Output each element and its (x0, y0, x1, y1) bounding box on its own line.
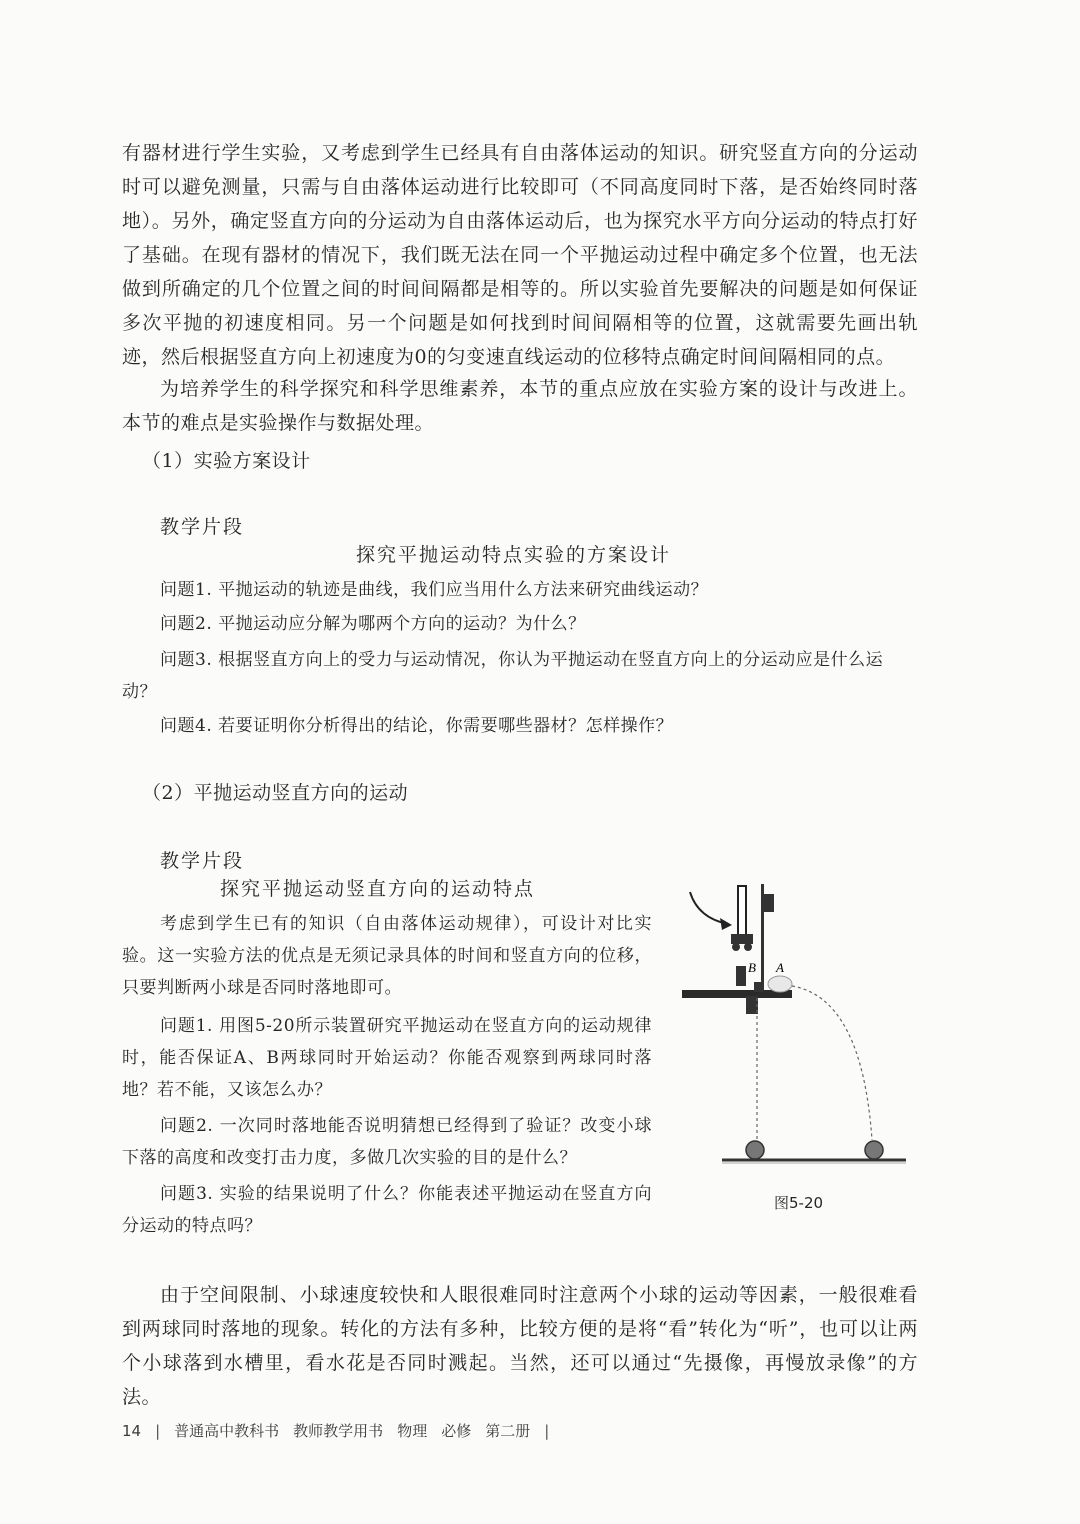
footer-level: 必修 (441, 1422, 472, 1440)
question-2-2: 问题2. 一次同时落地能否说明猜想已经得到了验证？改变小球下落的高度和改变打击力度，多做几次实验的目的是什么？ (122, 1116, 652, 1168)
question-1-1: 问题1. 平抛运动的轨迹是曲线，我们应当用什么方法来研究曲线运动？ (160, 580, 709, 600)
label-a: A (776, 960, 784, 975)
footer-volume: 第二册 (485, 1422, 531, 1440)
question-1-3: 问题3. 根据竖直方向上的受力与运动情况，你认为平抛运动在竖直方向上的分运动应是什么运动？ (122, 650, 884, 702)
page-footer (122, 1420, 549, 1441)
snippet-label-2: 教学片段 (160, 850, 245, 872)
paragraph-conclusion: 由于空间限制、小球速度较快和人眼很难同时注意两个小球的运动等因素，一般很难看到两球同时落地的现象。转化的方法有多种，比较方便的是将“看”转化为“听”，也可以让两个小球落到水槽里，看水花是否同时溅起。当然，还可以通过“先摄像，再慢放录像”的方法。 (122, 1284, 918, 1408)
footer-type: 教师教学用书 (293, 1422, 384, 1440)
section-heading-1: （1）实验方案设计 (142, 450, 311, 472)
arrow-icon (690, 892, 728, 924)
page-number: 14 (122, 1421, 142, 1440)
paragraph-intro: 有器材进行学生实验，又考虑到学生已经具有自由落体运动的知识。研究竖直方向的分运动时可以避免测量，只需与自由落体运动进行比较即可（不同高度同时下落，是否始终同时落地）。另外，确定竖直方向的分运动为自由落体运动后，也为探究水平方向分运动的特点打好了基础。在现有器材的情况下，我们既无法在同一个平抛运动过程中确定多个位置，也无法做到所确定的几个位置之间的时间间隔都是相等的。所以实验首先要解决的问题是如何保证多次平抛的初速度相同。另一个问题是如何找到时间间隔相等的位置，这就需要先画出轨迹，然后根据竖直方向上初速度为0的匀变速直线运动的位移特点确定时间间隔相同的点。 (122, 142, 918, 368)
snippet-title-2: 探究平抛运动竖直方向的运动特点 (220, 878, 536, 900)
question-1-2: 问题2. 平抛运动应分解为哪两个方向的运动？为什么？ (160, 614, 586, 634)
snippet-title-1: 探究平抛运动特点实验的方案设计 (356, 544, 672, 566)
snippet-label-1: 教学片段 (160, 516, 245, 538)
question-2-1: 问题1. 用图5-20所示装置研究平抛运动在竖直方向的运动规律时，能否保证A、B两球同时开始运动？你能否观察到两球同时落地？若不能，又该怎么办？ (122, 1016, 652, 1100)
footer-book: 普通高中教科书 (174, 1422, 280, 1440)
footer-separator-end: | (544, 1421, 550, 1440)
label-b: B (748, 960, 756, 975)
paragraph-focus: 为培养学生的科学探究和科学思维素养，本节的重点应放在实验方案的设计与改进上。本节的难点是实验操作与数据处理。 (122, 378, 918, 434)
footer-separator: | (155, 1421, 161, 1440)
section-heading-2: （2）平抛运动竖直方向的运动 (142, 782, 409, 804)
snippet-intro: 考虑到学生已有的知识（自由落体运动规律），可设计对比实验。这一实验方法的优点是无须记录具体的时间和竖直方向的位移，只要判断两小球是否同时落地即可。 (122, 914, 652, 998)
figure-caption: 图5-20 (774, 1194, 824, 1212)
question-1-4: 问题4. 若要证明你分析得出的结论，你需要哪些器材？怎样操作？ (160, 716, 674, 736)
footer-subject: 物理 (397, 1422, 428, 1440)
question-2-3: 问题3. 实验的结果说明了什么？你能表述平抛运动在竖直方向分运动的特点吗？ (122, 1184, 652, 1236)
figure-5-20 (676, 878, 912, 1178)
